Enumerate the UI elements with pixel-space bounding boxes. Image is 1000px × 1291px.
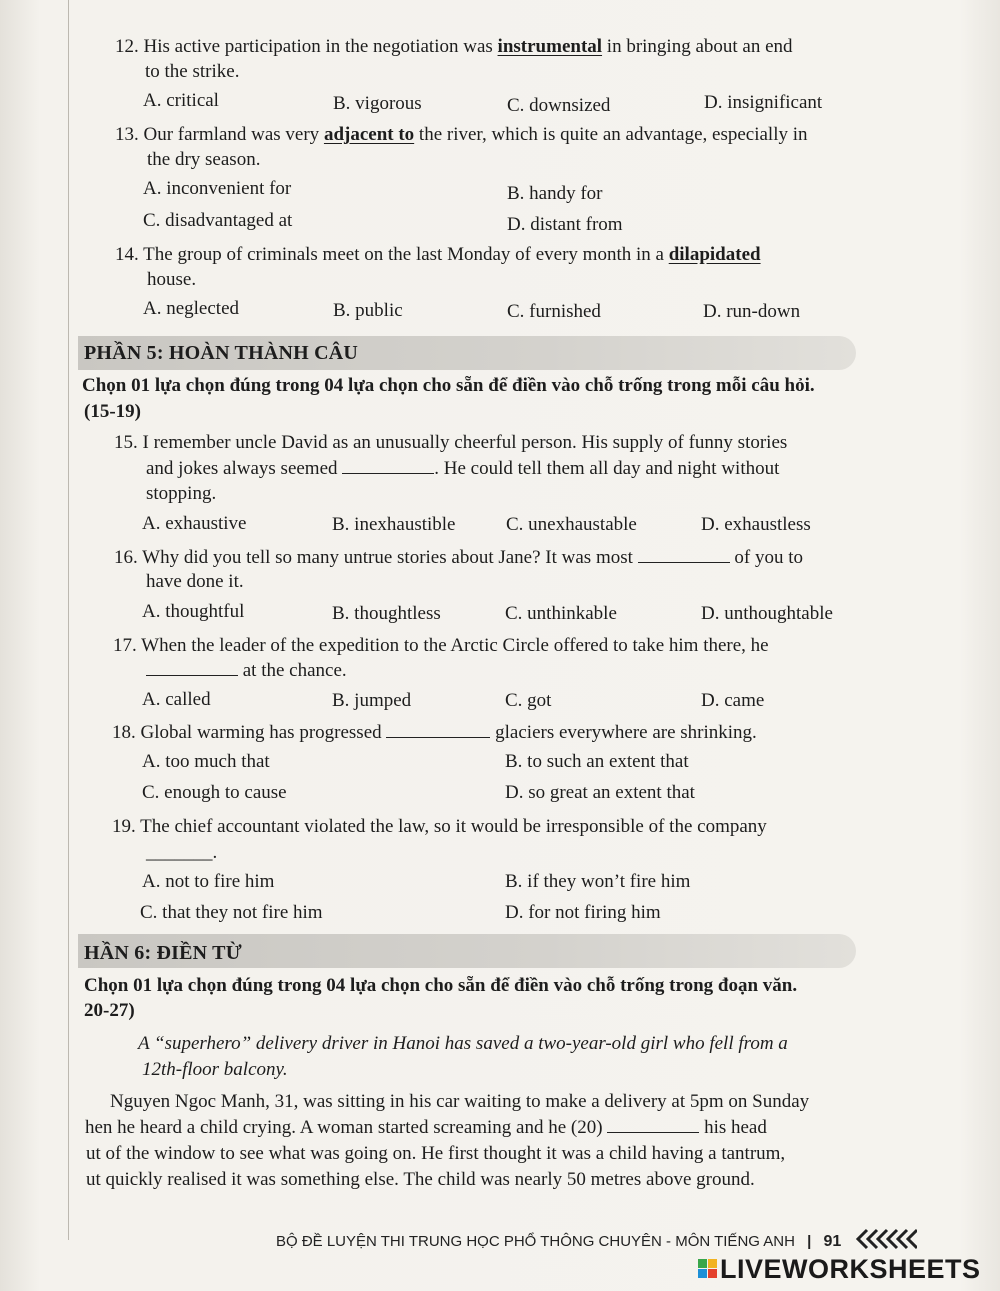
question-stem: of you to	[729, 547, 804, 568]
option-d[interactable]: D. exhaustless	[701, 514, 811, 535]
option-b[interactable]: B. thoughtless	[332, 603, 441, 624]
question-13-line2: the dry season.	[147, 149, 261, 170]
question-14-line2: house.	[147, 269, 197, 290]
key-word: instrumental	[497, 36, 603, 57]
option-a[interactable]: A. thoughtful	[142, 601, 245, 622]
question-stem: 14. The group of criminals meet on the last Monday of every month in a	[115, 244, 669, 265]
option-a[interactable]: A. not to fire him	[142, 871, 275, 892]
question-15-line3: stopping.	[146, 483, 217, 504]
option-c[interactable]: C. unexhaustable	[506, 514, 637, 535]
option-d[interactable]: D. run-down	[703, 301, 801, 322]
question-13	[115, 122, 860, 147]
section-5-title: PHẦN 5: HOÀN THÀNH CÂU	[84, 342, 359, 364]
passage-line4: ut quickly realised it was something else. The child was nearly 50 metres above ground.	[86, 1169, 755, 1190]
option-a[interactable]: A. neglected	[143, 298, 240, 319]
question-stem: 18. Global warming has progressed	[112, 722, 387, 743]
question-stem: in bringing about an end	[602, 36, 793, 57]
liveworksheets-logo-icon	[698, 1259, 718, 1279]
question-18	[112, 720, 857, 745]
section-6-range: 20-27)	[84, 1000, 135, 1021]
answer-blank[interactable]	[146, 658, 238, 676]
question-16	[114, 545, 859, 570]
question-stem: and jokes always seemed	[146, 458, 343, 479]
answer-blank[interactable]	[386, 720, 490, 738]
option-a[interactable]: A. critical	[143, 90, 219, 111]
question-17-line2	[146, 658, 347, 683]
question-16-line2: have done it.	[146, 571, 244, 592]
key-word: adjacent to	[323, 124, 415, 145]
passage-lead-line1: A “superhero” delivery driver in Hanoi has saved a two-year-old girl who fell from a	[138, 1033, 788, 1054]
passage-line2	[85, 1115, 860, 1141]
option-a[interactable]: A. too much that	[142, 751, 270, 772]
question-19-line2[interactable]: _______.	[146, 842, 218, 863]
answer-blank[interactable]	[638, 545, 730, 563]
book-footer	[276, 1233, 841, 1251]
option-b[interactable]: B. vigorous	[333, 93, 422, 114]
question-12	[115, 34, 855, 59]
page-number: 91	[823, 1233, 842, 1250]
question-stem: 13. Our farmland was very	[115, 124, 324, 145]
option-c[interactable]: C. that they not fire him	[140, 902, 323, 923]
passage-line3: ut of the window to see what was going on. He first thought it was a child having a tantrum,	[86, 1143, 786, 1164]
option-b[interactable]: B. handy for	[507, 183, 603, 204]
question-stem: 16. Why did you tell so many untrue stories about Jane? It was most	[114, 547, 638, 568]
option-d[interactable]: D. insignificant	[704, 92, 823, 113]
section-6-title: HẦN 6: ĐIỀN TỪ	[84, 942, 242, 964]
option-d[interactable]: D. distant from	[507, 214, 623, 235]
option-c[interactable]: C. enough to cause	[142, 782, 287, 803]
option-d[interactable]: D. so great an extent that	[505, 782, 695, 803]
passage-line1: Nguyen Ngoc Manh, 31, was sitting in his car waiting to make a delivery at 5pm on Sunday	[110, 1091, 810, 1112]
passage-text: his head	[699, 1117, 767, 1138]
section-6-instruction: Chọn 01 lựa chọn đúng trong 04 lựa chọn cho sẵn để điền vào chỗ trống trong đoạn văn.	[84, 975, 798, 996]
option-a[interactable]: A. called	[142, 689, 211, 710]
option-b[interactable]: B. if they won’t fire him	[505, 871, 691, 892]
question-15: 15. I remember uncle David as an unusually cheerful person. His supply of funny stories	[114, 432, 788, 453]
option-d[interactable]: D. unthoughtable	[701, 603, 833, 624]
question-stem: at the chance.	[238, 660, 347, 681]
answer-blank[interactable]	[342, 456, 434, 474]
option-b[interactable]: B. inexhaustible	[332, 514, 456, 535]
key-word: dilapidated	[668, 244, 761, 265]
section-5-instruction: Chọn 01 lựa chọn đúng trong 04 lựa chọn cho sẵn để điền vào chỗ trống trong mỗi câu hỏi.	[82, 375, 815, 396]
question-stem: the river, which is quite an advantage, especially in	[414, 124, 808, 145]
option-c[interactable]: C. downsized	[507, 95, 611, 116]
chevrons-decoration-icon	[855, 1227, 917, 1251]
footer-title: BỘ ĐỀ LUYỆN THI TRUNG HỌC PHỔ THÔNG CHUYÊN - MÔN TIẾNG ANH	[276, 1233, 795, 1250]
answer-blank-20[interactable]	[607, 1115, 699, 1133]
option-b[interactable]: B. public	[333, 300, 403, 321]
option-c[interactable]: C. got	[505, 690, 552, 711]
section-5-range: (15-19)	[84, 401, 141, 422]
question-17: 17. When the leader of the expedition to the Arctic Circle offered to take him there, he	[113, 635, 769, 656]
option-c[interactable]: C. disadvantaged at	[143, 210, 293, 231]
question-15-line2	[146, 456, 856, 481]
option-b[interactable]: B. to such an extent that	[505, 751, 689, 772]
option-d[interactable]: D. for not firing him	[505, 902, 661, 923]
option-a[interactable]: A. exhaustive	[142, 513, 247, 534]
page-binding-edge	[68, 0, 81, 1240]
footer-separator: |	[807, 1233, 812, 1250]
question-12-line2: to the strike.	[145, 61, 240, 82]
option-a[interactable]: A. inconvenient for	[143, 178, 292, 199]
liveworksheets-brand[interactable]: LIVEWORKSHEETS	[720, 1254, 981, 1284]
option-c[interactable]: C. unthinkable	[505, 603, 617, 624]
option-b[interactable]: B. jumped	[332, 690, 412, 711]
option-c[interactable]: C. furnished	[507, 301, 601, 322]
question-stem: 12. His active participation in the negotiation was	[115, 36, 498, 57]
option-d[interactable]: D. came	[701, 690, 765, 711]
question-14	[115, 242, 860, 267]
passage-text: hen he heard a child crying. A woman started screaming and he (20)	[85, 1117, 608, 1138]
question-stem: glaciers everywhere are shrinking.	[490, 722, 757, 743]
question-stem: . He could tell them all day and night without	[434, 458, 780, 479]
passage-lead-line2: 12th-floor balcony.	[142, 1059, 288, 1080]
question-19: 19. The chief accountant violated the law, so it would be irresponsible of the company	[112, 816, 767, 837]
